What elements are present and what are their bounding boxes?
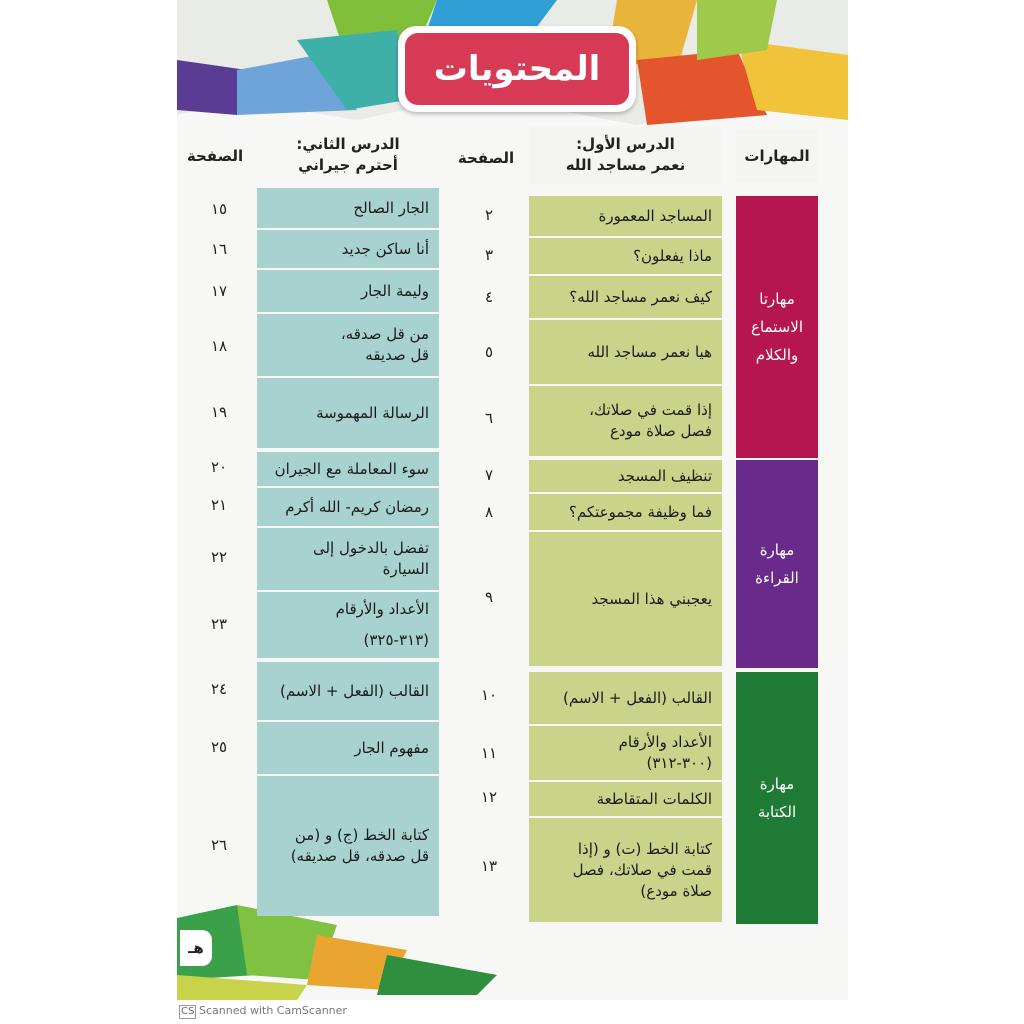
- lesson1-row: [529, 672, 722, 724]
- page-number: ١٧: [210, 282, 228, 300]
- page-number: ٢١: [210, 496, 228, 514]
- lesson1-row: [529, 276, 722, 318]
- lesson-title: القالب (الفعل + الاسم): [280, 681, 429, 700]
- page-number: ٤: [484, 288, 494, 306]
- lesson2-row: [257, 314, 439, 376]
- lesson2-row: [257, 270, 439, 312]
- page-number: ١٨: [210, 337, 228, 355]
- lesson1-row: [529, 320, 722, 384]
- lesson1-row: [529, 532, 722, 666]
- lesson-title: صلاة مودع): [640, 881, 712, 900]
- lesson2-row: [257, 722, 439, 774]
- page-number: ١٣: [480, 857, 498, 875]
- lesson-title: الرسالة المهموسة: [316, 403, 429, 422]
- lesson-title: ماذا يفعلون؟: [633, 246, 712, 265]
- page-number: ٥: [484, 343, 494, 361]
- skill-line: والكلام: [755, 346, 799, 364]
- page-number: ٩: [484, 588, 494, 606]
- lesson-title: فما وظيفة مجموعتكم؟: [568, 502, 712, 521]
- lesson1-row: [529, 386, 722, 456]
- page-number: ١٢: [480, 788, 498, 806]
- header-lesson1: [529, 126, 722, 184]
- lesson-title: الأعداد والأرقام: [335, 600, 429, 618]
- skill-writing: [736, 672, 818, 924]
- lesson2-row: [257, 378, 439, 448]
- page-number: ٢٥: [210, 738, 228, 756]
- book-page: [177, 0, 848, 1000]
- lesson-title: قمت في صلاتك، فصل: [572, 860, 712, 879]
- lesson-title: السيارة: [382, 560, 429, 578]
- lesson1-row: [529, 782, 722, 816]
- skill-listening-speaking: [736, 196, 818, 458]
- lesson-title: إذا قمت في صلاتك،: [589, 401, 712, 419]
- page-number: ١٦: [210, 240, 228, 258]
- skill-line: مهارتا: [759, 290, 795, 308]
- scanner-text: Scanned with CamScanner: [199, 1004, 347, 1017]
- page-number: ٧: [484, 466, 494, 484]
- lesson1-row: [529, 726, 722, 780]
- page-number: ١٩: [210, 403, 228, 421]
- header-lesson2-title: أحترم جيراني: [298, 156, 398, 174]
- page-number: ٨: [484, 503, 494, 521]
- page-number: ٢٣: [210, 615, 228, 633]
- lesson-title: قل صديقه: [365, 346, 429, 364]
- lesson-title: (٣٠٠-٣١٢): [646, 754, 712, 772]
- lesson-title: كيف نعمر مساجد الله؟: [569, 287, 712, 306]
- lesson2-row: [257, 776, 439, 916]
- skill-line: مهارة: [759, 775, 795, 793]
- lesson-title: هيا نعمر مساجد الله: [587, 342, 712, 361]
- lesson1-row: [529, 494, 722, 530]
- lesson-title: (٣١٣-٣٢٥): [363, 631, 429, 649]
- scanner-watermark: [177, 1000, 848, 1024]
- lesson1-row: [529, 238, 722, 274]
- page-number: ٢٢: [210, 548, 228, 566]
- lesson-title: أنا ساكن جديد: [341, 239, 429, 258]
- lesson-title: الجار الصالح: [353, 198, 429, 217]
- page-marker: هـ: [180, 930, 212, 966]
- lesson-title: من قل صدقه،: [340, 325, 429, 343]
- header-page2: الصفحة: [186, 146, 244, 165]
- page-number: ١٠: [480, 686, 498, 704]
- lesson2-row: [257, 488, 439, 526]
- lesson2-row: [257, 452, 439, 486]
- skill-line: القراءة: [755, 569, 799, 587]
- lesson1-row: [529, 460, 722, 492]
- skill-reading: [736, 460, 818, 668]
- lesson2-row: [257, 230, 439, 268]
- header-lesson1-title: نعمر مساجد الله: [565, 156, 686, 174]
- lesson-title: قل صدقه، قل صديقه): [290, 847, 429, 865]
- page-number: ١٥: [210, 200, 228, 218]
- camscanner-icon: CS: [181, 1006, 195, 1017]
- title-box: [398, 26, 636, 112]
- header-lesson2-label: الدرس الثاني:: [296, 135, 400, 153]
- header-lesson1-label: الدرس الأول:: [576, 135, 675, 153]
- page-number: ٦: [484, 409, 494, 427]
- skill-line: الكتابة: [757, 803, 797, 821]
- lesson-title: مفهوم الجار: [354, 738, 429, 757]
- lesson2-row: [257, 592, 439, 658]
- lesson1-row: [529, 818, 722, 922]
- page-number: ٢٤: [210, 680, 228, 698]
- page-number: ٢: [484, 206, 494, 224]
- lesson-title: المساجد المعمورة: [598, 206, 712, 225]
- skill-line: الاستماع: [751, 318, 804, 336]
- lesson-title: رمضان كريم- الله أكرم: [285, 497, 429, 516]
- lesson-title: سوء المعاملة مع الجيران: [274, 459, 429, 478]
- lesson-title: الكلمات المتقاطعة: [596, 789, 712, 808]
- lesson1-row: [529, 196, 722, 236]
- lesson-title: القالب (الفعل + الاسم): [563, 688, 712, 707]
- lesson-title: يعجبني هذا المسجد: [591, 589, 712, 608]
- lesson-title: تفضل بالدخول إلى: [312, 539, 429, 557]
- page-number: ٣: [484, 246, 494, 264]
- lesson-title: فصل صلاة مودع: [609, 422, 712, 440]
- lesson-title: تنظيف المسجد: [617, 466, 712, 485]
- lesson-title: كتابة الخط (ت) و (إذا: [577, 839, 712, 858]
- lesson-title: كتابة الخط (ج) و (من: [294, 826, 429, 844]
- lesson2-row: [257, 662, 439, 720]
- lesson-title: الأعداد والأرقام: [618, 733, 712, 751]
- lesson2-row: [257, 528, 439, 590]
- page-title: المحتويات: [405, 33, 629, 105]
- header-lesson2: [257, 126, 439, 184]
- page-number: ١١: [480, 744, 498, 762]
- lesson2-row: [257, 188, 439, 228]
- page-number: ٢٦: [210, 836, 228, 854]
- skill-line: مهارة: [759, 541, 795, 559]
- lesson-title: وليمة الجار: [360, 281, 429, 300]
- page-number: ٢٠: [210, 458, 228, 476]
- header-page1: الصفحة: [457, 148, 515, 167]
- header-skills: المهارات: [736, 130, 818, 182]
